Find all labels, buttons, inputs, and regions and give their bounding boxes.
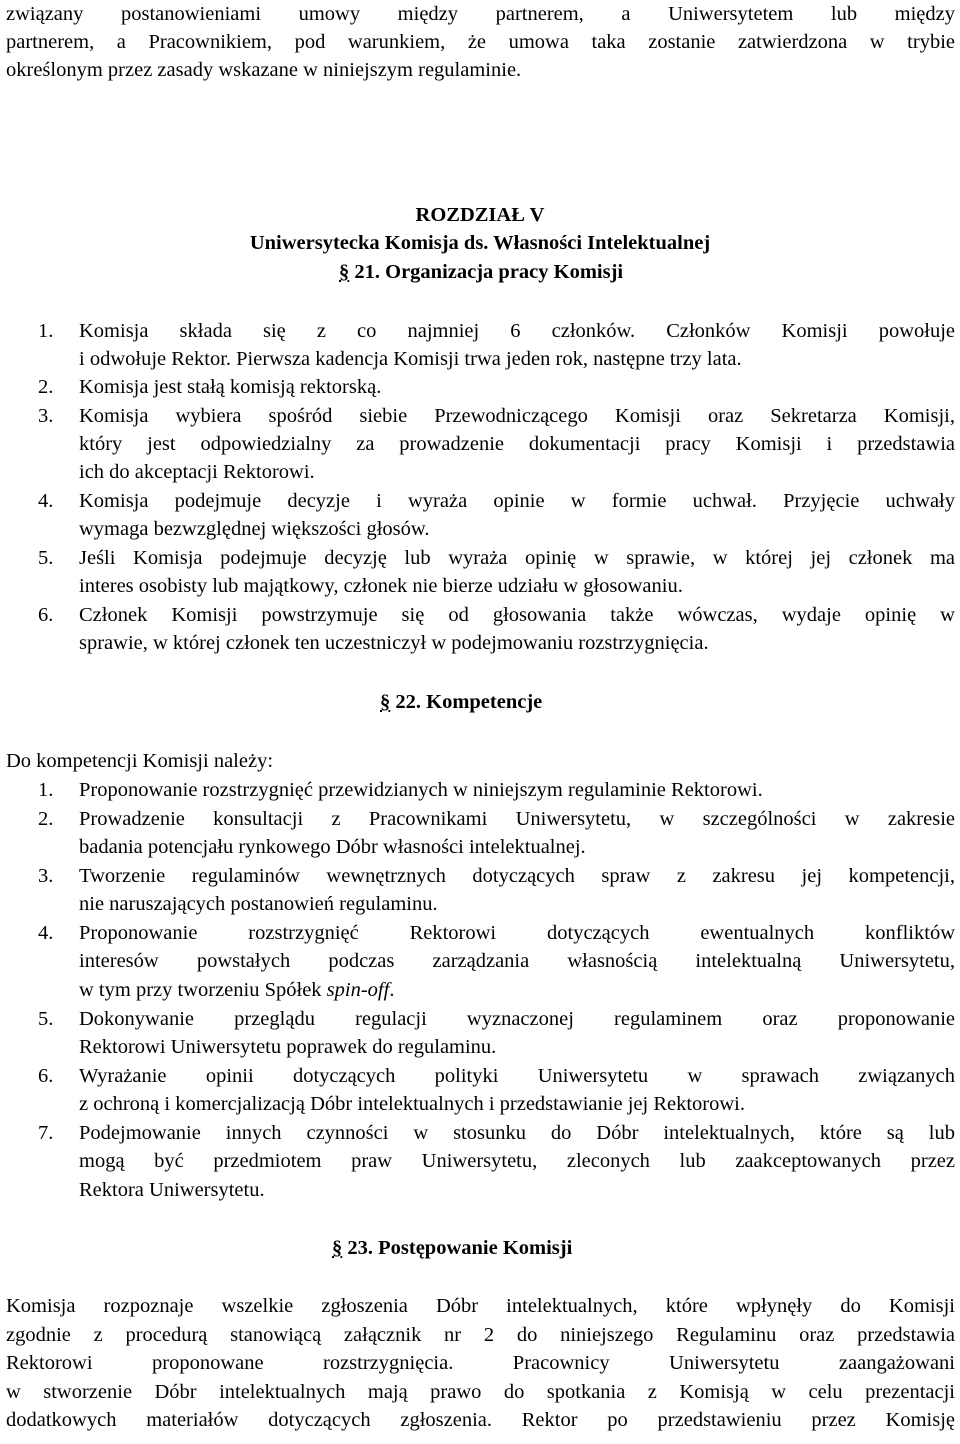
s22-item-6-line-1: Wyrażanie opinii dotyczących polityki Uniwersytetu w sprawach związanych [79, 1065, 955, 1087]
s22-item-2-line-2: badania potencjału rynkowego Dóbr własności intelektualnej. [79, 836, 586, 858]
s22-item-4-line-1: Proponowanie rozstrzygnięć Rektorowi dotyczących ewentualnych konfliktów [79, 922, 955, 944]
s21-item-5-line-1: Jeśli Komisja podejmuje decyzję lub wyraża opinię w sprawie, w której jej członek ma [79, 547, 955, 569]
s22-item-3-number: 3. [38, 865, 54, 887]
s22-item-6-number: 6. [38, 1065, 54, 1087]
s23-line-4: w stworzenie Dóbr intelektualnych mają prawo do spotkania z Komisją w celu prezentacji [6, 1381, 955, 1403]
s21-item-2-number: 2. [38, 376, 54, 398]
s22-item-7-line-2: mogą być przedmiotem praw Uniwersytetu, zleconych lub zaakceptowanych przez [79, 1150, 955, 1172]
s21-item-3-line-2: który jest odpowiedzialny za prowadzenie dokumentacji pracy Komisji i przedstawia [79, 433, 955, 455]
s23-line-1: Komisja rozpoznaje wszelkie zgłoszenia Dóbr intelektualnych, które wpłynęły do Komisji [6, 1295, 955, 1317]
s22-item-2-line-1: Prowadzenie konsultacji z Pracownikami Uniwersytetu, w szczególności w zakresie [79, 808, 955, 830]
s21-item-1-number: 1. [38, 320, 54, 342]
s22-item-3-line-2: nie naruszających postanowień regulaminu. [79, 893, 438, 915]
s21-item-4-line-2: wymaga bezwzględnej większości głosów. [79, 518, 430, 540]
section-23-heading [332, 1238, 572, 1259]
s21-item-5-number: 5. [38, 547, 54, 569]
s21-item-4-number: 4. [38, 490, 54, 512]
s22-item-3-line-1: Tworzenie regulaminów wewnętrznych dotyczących spraw z zakresu jej kompetencji, [79, 865, 955, 887]
s22-item-4-line-2: interesów powstałych podczas zarządzania własnością intelektualną Uniwersytetu, [79, 950, 955, 972]
s22-item-5-number: 5. [38, 1008, 54, 1030]
intro-line-2: partnerem, a Pracownikiem, pod warunkiem, że umowa taka zostanie zatwierdzona w trybie [6, 31, 955, 53]
s22-item-1-number: 1. [38, 779, 54, 801]
section-21-title: 21. Organizacja pracy Komisji [354, 261, 624, 283]
section-sign: § [380, 691, 391, 713]
s21-item-6-line-2: sprawie, w której członek ten uczestniczył w podejmowaniu rozstrzygnięcia. [79, 632, 709, 654]
s22-item-2-number: 2. [38, 808, 54, 830]
intro-line-3: określonym przez zasady wskazane w niniejszym regulaminie. [6, 59, 522, 81]
s21-item-1-line-1: Komisja składa się z co najmniej 6 członków. Członków Komisji powołuje [79, 320, 955, 342]
s22-item-4-period: . [389, 979, 395, 1001]
section-sign: § [339, 261, 350, 283]
section-22-heading [380, 692, 542, 713]
s22-item-6-line-2: z ochroną i komercjalizacją Dóbr intelektualnych i przedstawianie jej Rektorowi. [79, 1093, 745, 1115]
s21-item-2-line-1: Komisja jest stałą komisją rektorską. [79, 376, 382, 398]
s22-item-7-number: 7. [38, 1122, 54, 1144]
s21-item-3-line-1: Komisja wybiera spośród siebie Przewodniczącego Komisji oraz Sekretarza Komisji, [79, 405, 955, 427]
s23-line-5: dodatkowych materiałów dotyczących zgłoszenia. Rektor po przedstawieniu przez Komisję [6, 1409, 955, 1431]
s21-item-5-line-2: interes osobisty lub majątkowy, członek nie bierze udziału w głosowaniu. [79, 575, 683, 597]
section-22-title: 22. Kompetencje [395, 691, 543, 713]
s22-item-5-line-2: Rektorowi Uniwersytetu poprawek do regulaminu. [79, 1036, 497, 1058]
s22-item-4-number: 4. [38, 922, 54, 944]
s23-line-3: Rektorowi proponowane rozstrzygnięcia. Pracownicy Uniwersytetu zaangażowani [6, 1352, 955, 1374]
s22-item-7-line-1: Podejmowanie innych czynności w stosunku do Dóbr intelektualnych, które są lub [79, 1122, 955, 1144]
s22-item-5-line-1: Dokonywanie przeglądu regulacji wyznaczonej regulaminem oraz proponowanie [79, 1008, 955, 1030]
s22-item-1-line-1: Proponowanie rozstrzygnięć przewidzianych w niniejszym regulaminie Rektorowi. [79, 779, 763, 801]
s22-item-7-line-3: Rektora Uniwersytetu. [79, 1179, 265, 1201]
section-23-title: 23. Postępowanie Komisji [347, 1237, 573, 1259]
section-sign: § [332, 1237, 343, 1259]
s22-item-4-line-3-text: w tym przy tworzeniu Spółek [79, 979, 327, 1001]
intro-line-1: związany postanowieniami umowy między partnerem, a Uniwersytetem lub między [6, 3, 955, 25]
s21-item-6-line-1: Członek Komisji powstrzymuje się od głosowania także wówczas, wydaje opinię w [79, 604, 955, 626]
section-21-heading [339, 262, 623, 283]
chapter-title: ROZDZIAŁ V [415, 204, 545, 226]
s22-lead: Do kompetencji Komisji należy: [6, 750, 274, 772]
s21-item-4-line-1: Komisja podejmuje decyzje i wyraża opinie w formie uchwał. Przyjęcie uchwały [79, 490, 955, 512]
s21-item-3-number: 3. [38, 405, 54, 427]
s21-item-3-line-3: ich do akceptacji Rektorowi. [79, 461, 315, 483]
chapter-subtitle: Uniwersytecka Komisja ds. Własności Intelektualnej [249, 232, 711, 254]
s21-item-6-number: 6. [38, 604, 54, 626]
s22-item-4-line-3 [79, 980, 394, 1001]
s23-line-2: zgodnie z procedurą stanowiącą załącznik nr 2 do niniejszego Regulaminu oraz przedstawia [6, 1324, 955, 1346]
s22-item-4-italic-term: spin-off [326, 979, 390, 1001]
s21-item-1-line-2: i odwołuje Rektor. Pierwsza kadencja Komisji trwa jeden rok, następne trzy lata. [79, 348, 742, 370]
